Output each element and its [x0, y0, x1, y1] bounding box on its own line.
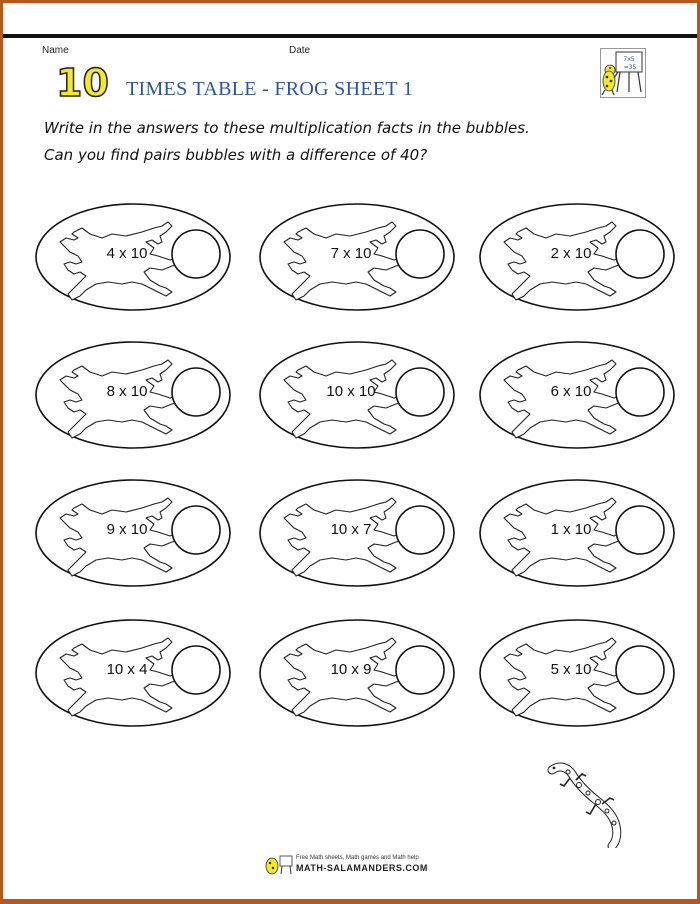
answer-bubble[interactable] — [616, 368, 664, 416]
multiplication-fact: 7 x 10 — [330, 245, 372, 262]
frog-card — [258, 478, 456, 588]
answer-bubble[interactable] — [616, 230, 664, 278]
footer-logo-icon — [264, 854, 294, 876]
frog-card — [478, 340, 676, 450]
multiplication-fact: 10 x 4 — [106, 661, 148, 678]
logo-board-text: 7x5 — [623, 56, 635, 63]
answer-bubble[interactable] — [396, 230, 444, 278]
multiplication-fact: 10 x 10 — [326, 383, 376, 400]
instruction-line-1: Write in the answers to these multiplication facts in the bubbles. — [44, 119, 530, 137]
svg-text:=35: =35 — [623, 64, 637, 71]
frog-card — [34, 618, 232, 728]
answer-bubble[interactable] — [616, 506, 664, 554]
multiplication-fact: 4 x 10 — [106, 245, 148, 262]
footer-tagline: Free Math sheets, Math games and Math help — [296, 855, 419, 861]
salamander-icon — [546, 758, 636, 848]
frog-card — [258, 202, 456, 312]
frog-card — [258, 340, 456, 450]
multiplication-fact: 2 x 10 — [550, 245, 592, 262]
answer-bubble[interactable] — [172, 230, 220, 278]
frog-card — [478, 618, 676, 728]
frog-card — [478, 478, 676, 588]
answer-bubble[interactable] — [172, 368, 220, 416]
instruction-line-2: Can you find pairs bubbles with a difference of 40? — [44, 146, 428, 164]
multiplication-fact: 1 x 10 — [550, 521, 592, 538]
answer-bubble[interactable] — [396, 646, 444, 694]
frog-card — [34, 478, 232, 588]
frog-card — [258, 618, 456, 728]
header-rule — [3, 34, 697, 38]
multiplication-fact: 10 x 7 — [330, 521, 372, 538]
multiplication-fact: 9 x 10 — [106, 521, 148, 538]
worksheet-title: TIMES TABLE - FROG SHEET 1 — [126, 78, 414, 100]
multiplication-fact: 10 x 9 — [330, 661, 372, 678]
multiplication-fact: 6 x 10 — [550, 383, 592, 400]
frog-card — [478, 202, 676, 312]
frog-card — [34, 340, 232, 450]
multiplication-fact: 5 x 10 — [550, 661, 592, 678]
salamander-board-logo-icon — [600, 48, 646, 98]
frog-card — [34, 202, 232, 312]
footer-brand[interactable]: MATH-SALAMANDERS.COM — [296, 863, 428, 873]
multiplication-fact: 8 x 10 — [106, 383, 148, 400]
answer-bubble[interactable] — [172, 506, 220, 554]
answer-bubble[interactable] — [396, 368, 444, 416]
answer-bubble[interactable] — [396, 506, 444, 554]
table-number: 10 — [56, 61, 109, 105]
answer-bubble[interactable] — [616, 646, 664, 694]
date-label: Date — [289, 45, 311, 56]
answer-bubble[interactable] — [172, 646, 220, 694]
name-label: Name — [42, 45, 69, 56]
